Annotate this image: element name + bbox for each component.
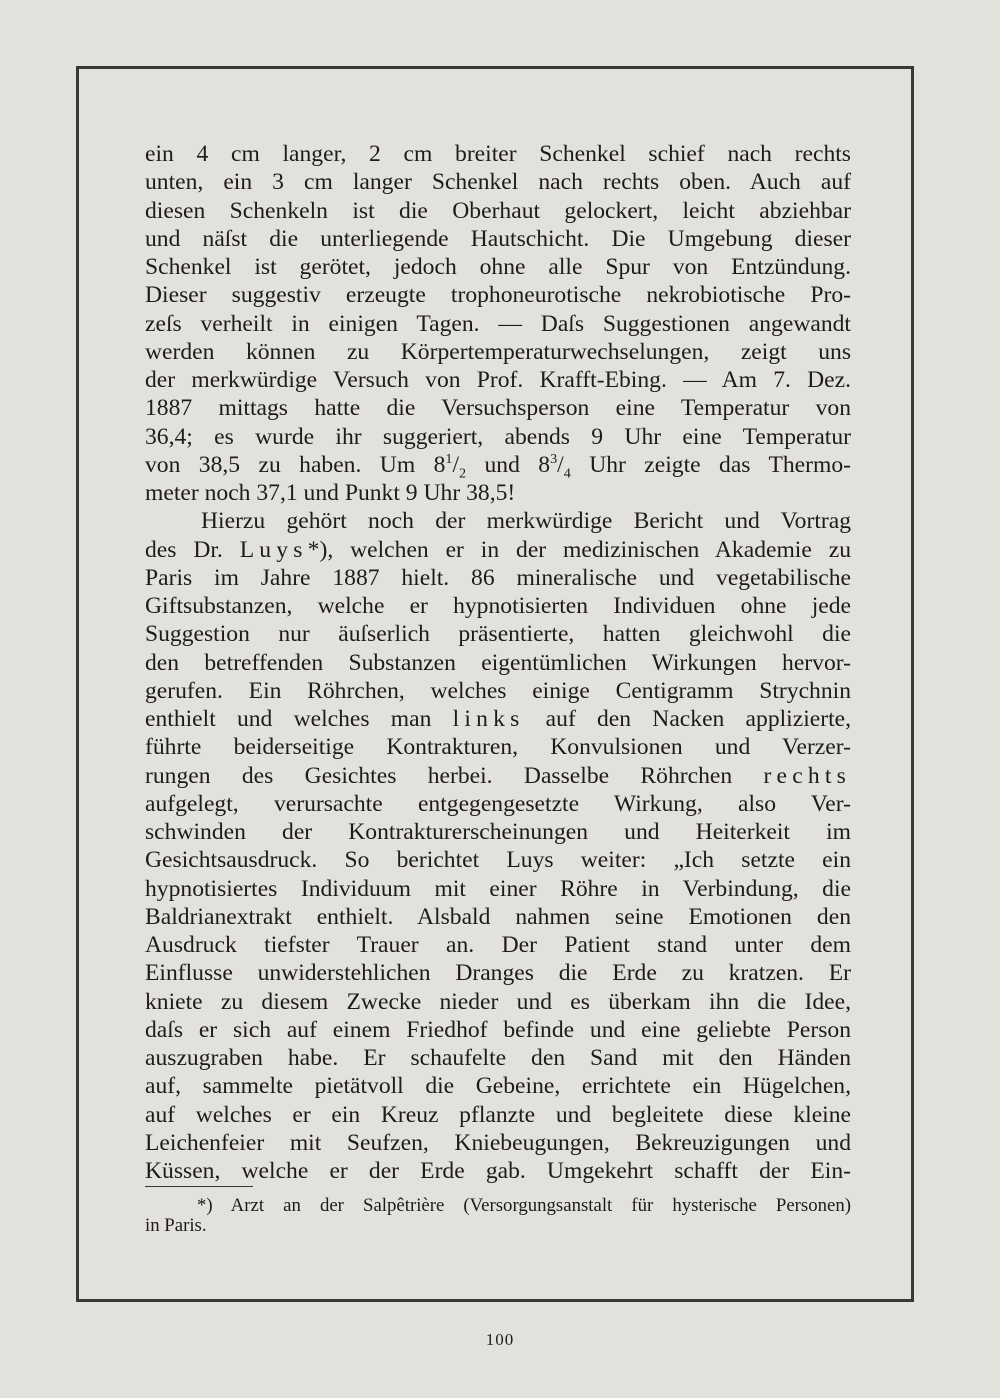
body-line: aufgelegt, verursachte entgegengesetzte Wirkung, also Ver- bbox=[145, 790, 851, 817]
body-line: 1887 mittags hatte die Versuchsperson eine Temperatur von bbox=[145, 395, 851, 422]
body-line: Einflusse unwiderstehlichen Dranges die Erde zu kratzen. Er bbox=[145, 960, 851, 987]
body-line: Dieser suggestiv erzeugte trophoneurotische nekrobiotische Pro- bbox=[145, 282, 851, 309]
body-line: zeſs verheilt in einigen Tagen. — Daſs Suggestionen angewandt bbox=[145, 310, 851, 337]
body-line: unten, ein 3 cm langer Schenkel nach rechts oben. Auch auf bbox=[145, 169, 851, 196]
body-line: Schenkel ist gerötet, jedoch ohne alle Spur von Entzündung. bbox=[145, 254, 851, 280]
body-line: der merkwürdige Versuch von Prof. Krafft-Ebing. — Am 7. Dez. bbox=[145, 367, 851, 393]
body-line: gerufen. Ein Röhrchen, welches einige Centigramm Strychnin bbox=[145, 677, 851, 704]
body-line: Leichenfeier mit Seufzen, Kniebeugungen, Bekreuzigungen und bbox=[145, 1129, 851, 1156]
body-line: Paris im Jahre 1887 hielt. 86 mineralische und vegetabilische bbox=[145, 564, 851, 591]
footnote-line: in Paris. bbox=[145, 1215, 207, 1236]
body-line: Küssen, welche er der Erde gab. Umgekehrt schafft der Ein- bbox=[145, 1158, 851, 1184]
body-line: Gesichtsausdruck. So berichtet Luys weiter: „Ich setzte ein bbox=[145, 847, 851, 874]
body-line: rungen des Gesichtes herbei. Dasselbe Röhrchen rechts bbox=[145, 762, 851, 789]
body-line: daſs er sich auf einem Friedhof befinde und eine geliebte Person bbox=[145, 1016, 851, 1043]
footnote bbox=[145, 1196, 851, 1236]
body-text bbox=[145, 140, 851, 1185]
body-line: des Dr. Luys*), welchen er in der medizinischen Akademie zu bbox=[145, 536, 851, 563]
footnote-line: *) Arzt an der Salpêtrière (Versorgungsanstalt für hysterische Personen) bbox=[197, 1195, 851, 1216]
footnote-rule bbox=[145, 1186, 253, 1187]
body-line: Giftsubstanzen, welche er hypnotisierten Individuen ohne jede bbox=[145, 593, 851, 619]
body-line: auszugraben habe. Er schaufelte den Sand mit den Händen bbox=[145, 1045, 851, 1071]
body-line: führte beiderseitige Kontrakturen, Konvulsionen und Verzer- bbox=[145, 734, 851, 761]
body-line: den betreffenden Substanzen eigentümlichen Wirkungen hervor- bbox=[145, 649, 851, 676]
body-line: auf, sammelte pietätvoll die Gebeine, errichtete ein Hügelchen, bbox=[145, 1073, 851, 1100]
body-line: hypnotisiertes Individuum mit einer Röhre in Verbindung, die bbox=[145, 875, 851, 902]
body-line: Hierzu gehört noch der merkwürdige Bericht und Vortrag bbox=[201, 508, 851, 535]
body-line: von 38,5 zu haben. Um $8^1/_2$ und $8^3/_4$ Uhr zeigte das Thermo- bbox=[145, 450, 851, 482]
body-line: kniete zu diesem Zwecke nieder und es überkam ihn die Idee, bbox=[145, 988, 851, 1015]
body-line: 36,4; es wurde ihr suggeriert, abends 9 Uhr eine Temperatur bbox=[145, 423, 851, 450]
body-line: auf welches er ein Kreuz pflanzte und begleitete diese kleine bbox=[145, 1101, 851, 1128]
body-line: diesen Schenkeln ist die Oberhaut gelockert, leicht abziehbar bbox=[145, 197, 851, 224]
body-line: enthielt und welches man links auf den Nacken applizierte, bbox=[145, 706, 852, 732]
spaced-word: rechts bbox=[763, 762, 851, 789]
page-number: 100 bbox=[485, 1330, 515, 1349]
body-line: meter noch 37,1 und Punkt 9 Uhr 38,5! bbox=[145, 480, 516, 506]
body-line: Baldrianextrakt enthielt. Alsbald nahmen seine Emotionen den bbox=[145, 903, 851, 930]
body-line: werden können zu Körpertemperaturwechselungen, zeigt uns bbox=[145, 338, 851, 365]
body-line: und näſst die unterliegende Hautschicht. Die Umgebung dieser bbox=[145, 225, 851, 252]
body-line: ein 4 cm langer, 2 cm breiter Schenkel schief nach rechts bbox=[145, 141, 851, 167]
body-line: Ausdruck tiefster Trauer an. Der Patient stand unter dem bbox=[145, 932, 851, 958]
body-line: schwinden der Kontrakturerscheinungen und Heiterkeit im bbox=[145, 819, 851, 845]
body-line: Suggestion nur äuſserlich präsentierte, hatten gleichwohl die bbox=[145, 621, 851, 648]
spaced-name: Luys bbox=[239, 536, 308, 563]
spaced-word: links bbox=[452, 706, 525, 732]
